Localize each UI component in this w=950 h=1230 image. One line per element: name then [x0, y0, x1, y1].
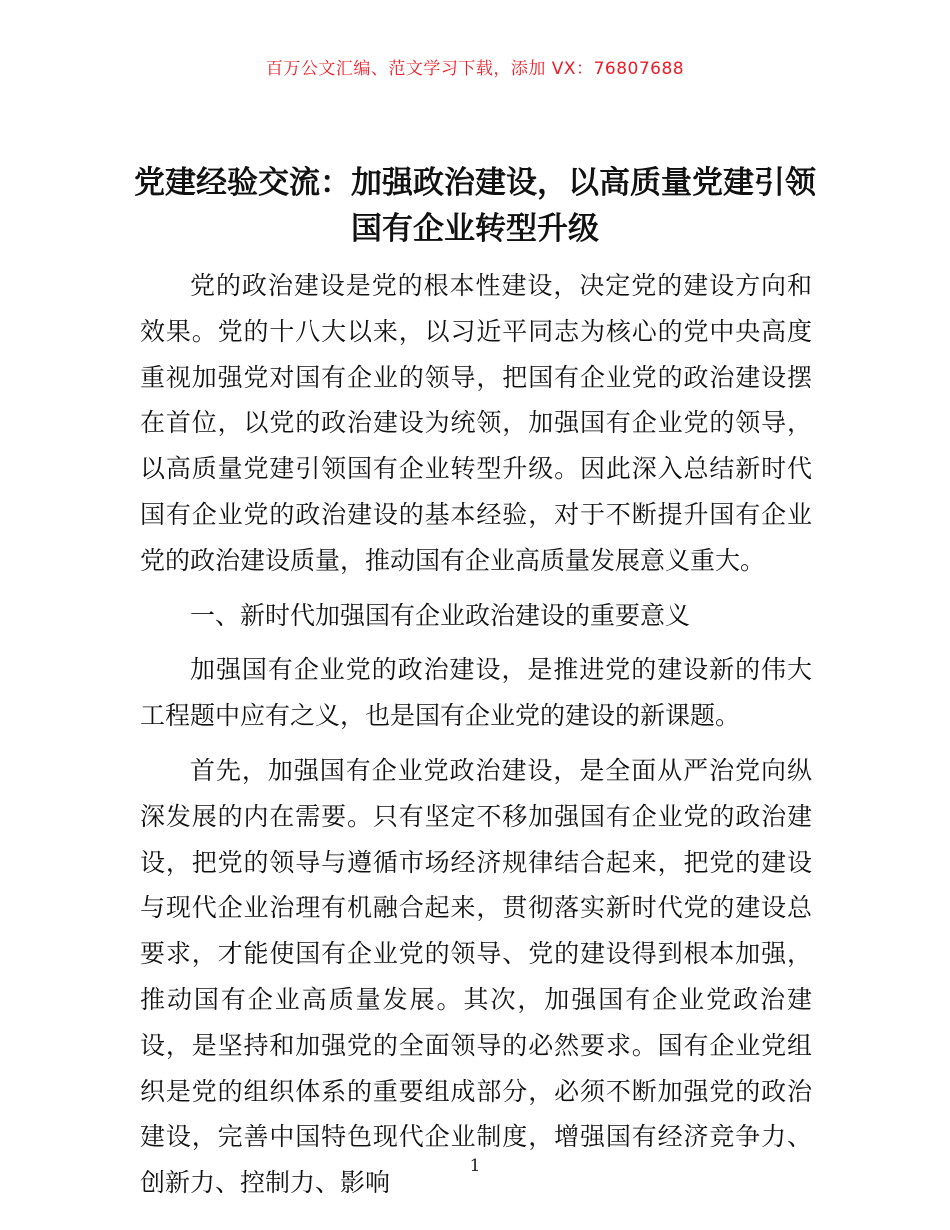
document-body: [140, 263, 812, 1206]
paragraph-significance: 加强国有企业党的政治建设，是推进党的建设新的伟大工程题中应有之义，也是国有企业党的建设的新课题。: [140, 655, 812, 731]
paragraph-intro: 党的政治建设是党的根本性建设，决定党的建设方向和效果。党的十八大以来，以习近平同志为核心的党中央高度重视加强党对国有企业的领导，把国有企业党的政治建设摆在首位，以党的政治建设为统领，加强国有企业党的领导，以高质量党建引领国有企业转型升级。因此深入总结新时代国有企业党的政治建设的基本经验，对于不断提升国有企业党的政治建设质量，推动国有企业高质量发展意义重大。: [140, 271, 812, 575]
document-title: 党建经验交流：加强政治建设，以高质量党建引领国有企业转型升级: [134, 165, 816, 247]
header-note: 百万公文汇编、范文学习下载，添加 VX：76807688: [265, 59, 685, 79]
section-heading: 一、新时代加强国有企业政治建设的重要意义: [190, 600, 691, 630]
paragraph-first-second: 首先，加强国有企业党政治建设，是全面从严治党向纵深发展的内在需要。只有坚定不移加强国有企业党的政治建设，把党的领导与遵循市场经济规律结合起来，把党的建设与现代企业治理有机融合起来，贯彻落实新时代党的建设总要求，才能使国有企业党的领导、党的建设得到根本加强，推动国有企业高质量发展。其次，加强国有企业党政治建设，是坚持和加强党的全面领导的必然要求。国有企业党组织是党的组织体系的重要组成部分，必须不断加强党的政治建设，完善中国特色现代企业制度，增强国有经济竞争力、创新力、控制力、影响: [140, 755, 812, 1198]
page-number: 1: [469, 1156, 481, 1176]
